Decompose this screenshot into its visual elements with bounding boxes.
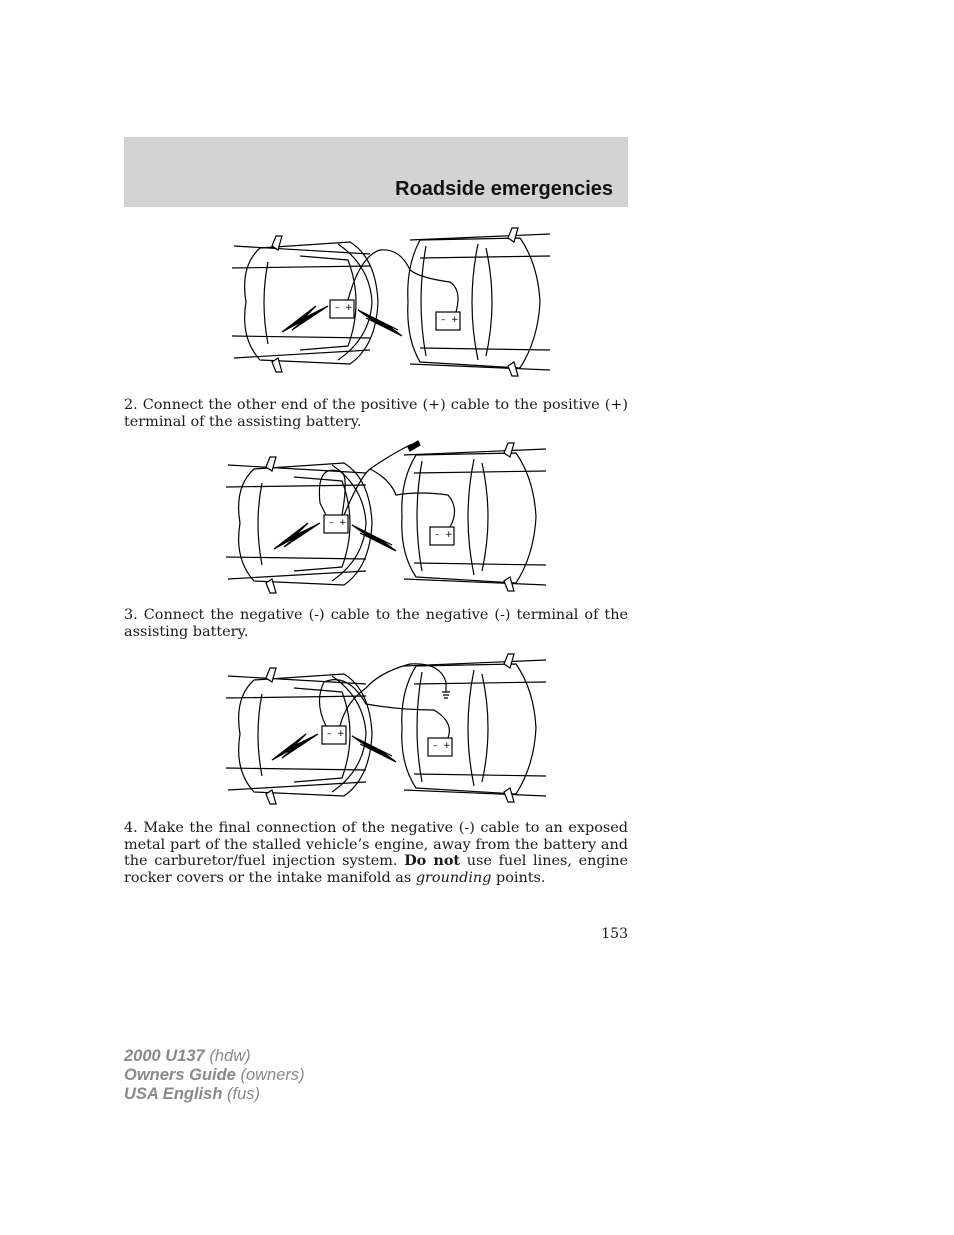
positive-cable [319,470,345,515]
footer-line: Owners Guide (owners) [124,1066,305,1084]
jump-start-figure-2 [220,439,560,599]
section-title: Roadside emergencies [395,178,613,200]
footer-line: 2000 U137 (hdw) [124,1047,251,1065]
assisting-car [408,228,550,376]
spark-right [352,736,396,762]
footer-line: USA English (fus) [124,1085,260,1103]
svg-text:–: – [335,303,340,313]
step-2-text: 2. Connect the other end of the positive (+) cable to the positive (+) terminal of the assisting battery. [124,397,628,430]
spark-left [274,523,320,549]
negative-cable-loose [344,443,418,515]
spark-right [358,310,402,336]
jump-start-figure-3 [220,652,560,812]
cable-clamp [408,441,420,451]
positive-cable [340,664,446,726]
svg-text:–: – [433,741,438,751]
stalled-car [226,668,372,804]
svg-text:–: – [327,729,332,739]
stalled-battery [324,515,348,533]
assisting-battery [430,527,454,545]
svg-text:–: – [329,518,334,528]
jump-start-figure-1 [220,226,560,386]
step-4-text: 4. Make the final connection of the negative (-) cable to an exposed metal part of the stalled vehicle’s engine, away from the battery and the carburetor/fuel injection system. Do not use fuel lines, engine rocker covers or the intake manifold as grounding points. [124,820,629,886]
stalled-car [232,236,378,372]
spark-left [282,306,328,332]
assisting-battery [428,738,452,756]
stalled-battery [330,300,354,318]
svg-text:+: + [445,530,453,540]
stalled-battery [322,726,346,744]
svg-text:+: + [451,315,459,325]
step-3-text: 3. Connect the negative (-) cable to the negative (-) terminal of the assisting battery. [124,607,628,640]
svg-text:–: – [435,530,440,540]
svg-text:+: + [345,303,353,313]
spark-left [272,734,318,760]
assisting-car [402,654,546,802]
positive-cable [348,250,458,312]
stalled-car [226,457,372,593]
svg-text:–: – [441,315,446,325]
svg-text:+: + [339,518,347,528]
spark-right [352,525,396,551]
svg-text:+: + [443,741,451,751]
header-band [124,137,628,207]
svg-text:+: + [337,729,345,739]
footer-info [124,1047,305,1104]
assisting-battery [436,312,460,330]
ground-clamp [442,682,450,698]
assisting-car [402,443,546,591]
assisting-cable [370,469,455,527]
page-number: 153 [601,926,628,942]
